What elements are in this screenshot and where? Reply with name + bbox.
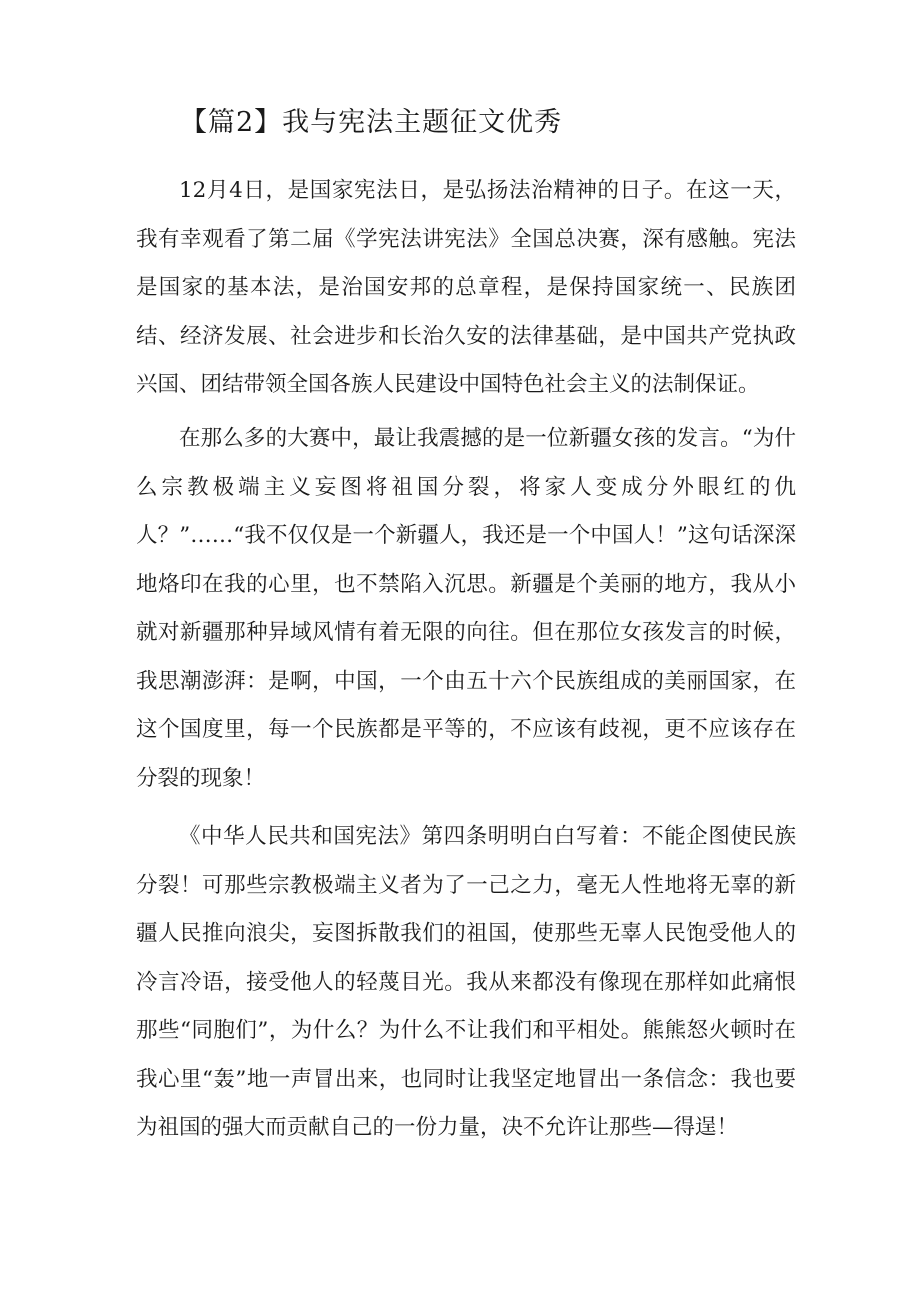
paragraph-3: 《中华人民共和国宪法》第四条明明白白写着：不能企图使民族分裂！可那些宗教极端主义者为了一己之力，毫无人性地将无辜的新疆人民推向浪尖，妄图拆散我们的祖国，使那些无辜人民饱受他人的冷言冷语，接受他人的轻蔑目光。我从来都没有像现在那样如此痛恨那些“同胞们”，为什么？为什么不让我们和平相处。熊熊怒火顿时在我心里“轰”地一声冒出来，也同时让我坚定地冒出一条信念：我也要为祖国的强大而贡献自己的一份力量，决不允许让那些—得逞！	[136, 824, 796, 1140]
paragraph-1: 12月4日，是国家宪法日，是弘扬法治精神的日子。在这一天，我有幸观看了第二届《学宪法讲宪法》全国总决赛，深有感触。宪法是国家的基本法，是治国安邦的总章程，是保持国家统一、民族团结、经济发展、社会进步和长治久安的法律基础，是中国共产党执政兴国、团结带领全国各族人民建设中国特色社会主义的法制保证。	[136, 178, 796, 397]
document-title: 【篇2】我与宪法主题征文优秀	[180, 107, 563, 138]
paragraph-2: 在那么多的大赛中，最让我震撼的是一位新疆女孩的发言。“为什么宗教极端主义妄图将祖国分裂，将家人变成分外眼红的仇人？”……“我不仅仅是一个新疆人，我还是一个中国人！”这句话深深地烙印在我的心里，也不禁陷入沉思。新疆是个美丽的地方，我从小就对新疆那种异域风情有着无限的向往。但在那位女孩发言的时候，我思潮澎湃：是啊，中国，一个由五十六个民族组成的美丽国家，在这个国度里，每一个民族都是平等的，不应该有歧视，更不应该存在分裂的现象！	[136, 426, 796, 791]
